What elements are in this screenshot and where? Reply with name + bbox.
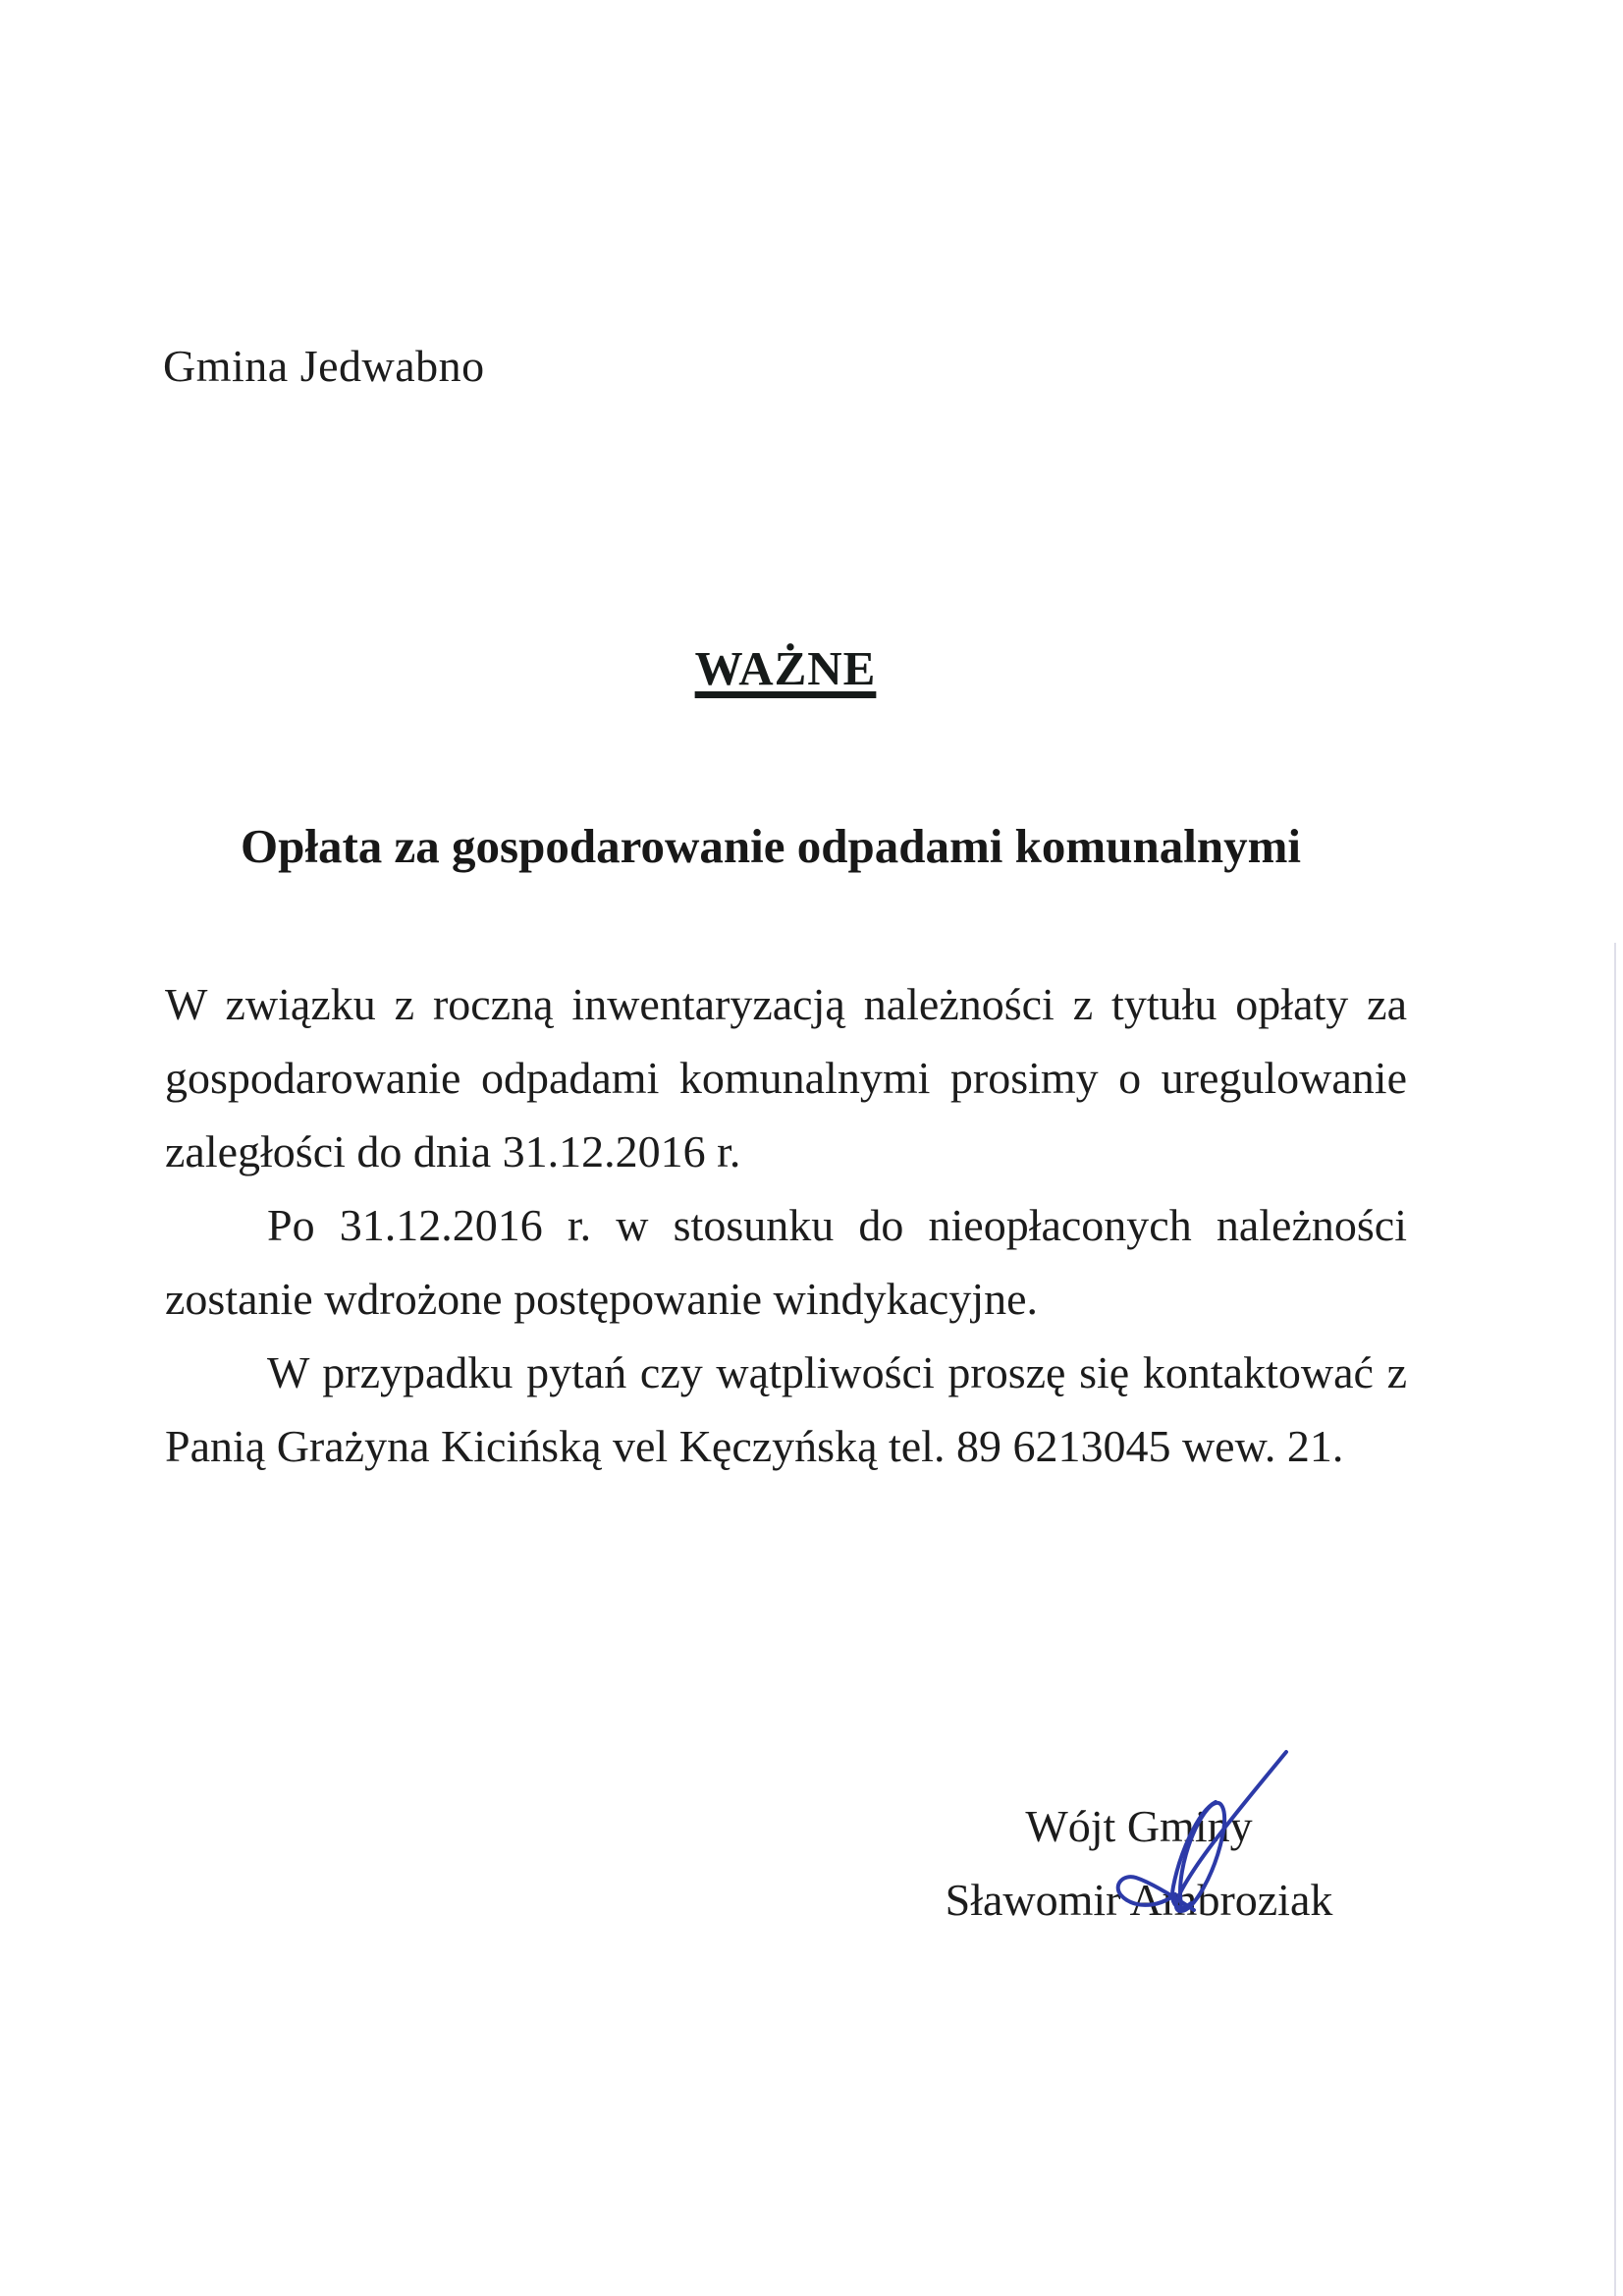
letter-body [165, 967, 1407, 1483]
sender-name: Gmina Jedwabno [163, 341, 485, 391]
scan-edge-line [1614, 943, 1616, 2296]
body-line: W przypadku pytań czy wątpliwości proszę się kontaktować z [267, 1347, 1407, 1397]
body-line: W związku z roczną inwentaryzacją należności z tytułu opłaty za [165, 979, 1407, 1029]
subject-line: Opłata za gospodarowanie odpadami komunalnymi [240, 819, 1302, 873]
heading-text: WAŻNE [694, 641, 877, 695]
body-line: zostanie wdrożone postępowanie windykacyjne. [165, 1274, 1039, 1324]
body-line: Po 31.12.2016 r. w stosunku do nieopłaconych należności [267, 1200, 1407, 1250]
body-line: zaległości do dnia 31.12.2016 r. [165, 1126, 741, 1176]
signatory-role: Wójt Gminy [1025, 1801, 1253, 1851]
signatory-name: Sławomir Ambroziak [945, 1875, 1333, 1925]
document-heading [165, 640, 1406, 696]
body-line: gospodarowanie odpadami komunalnymi prosimy o uregulowanie [165, 1053, 1407, 1103]
signature-block [943, 1789, 1335, 1937]
body-line: Panią Grażyna Kicińską vel Kęczyńską tel. 89 6213045 wew. 21. [165, 1421, 1344, 1471]
